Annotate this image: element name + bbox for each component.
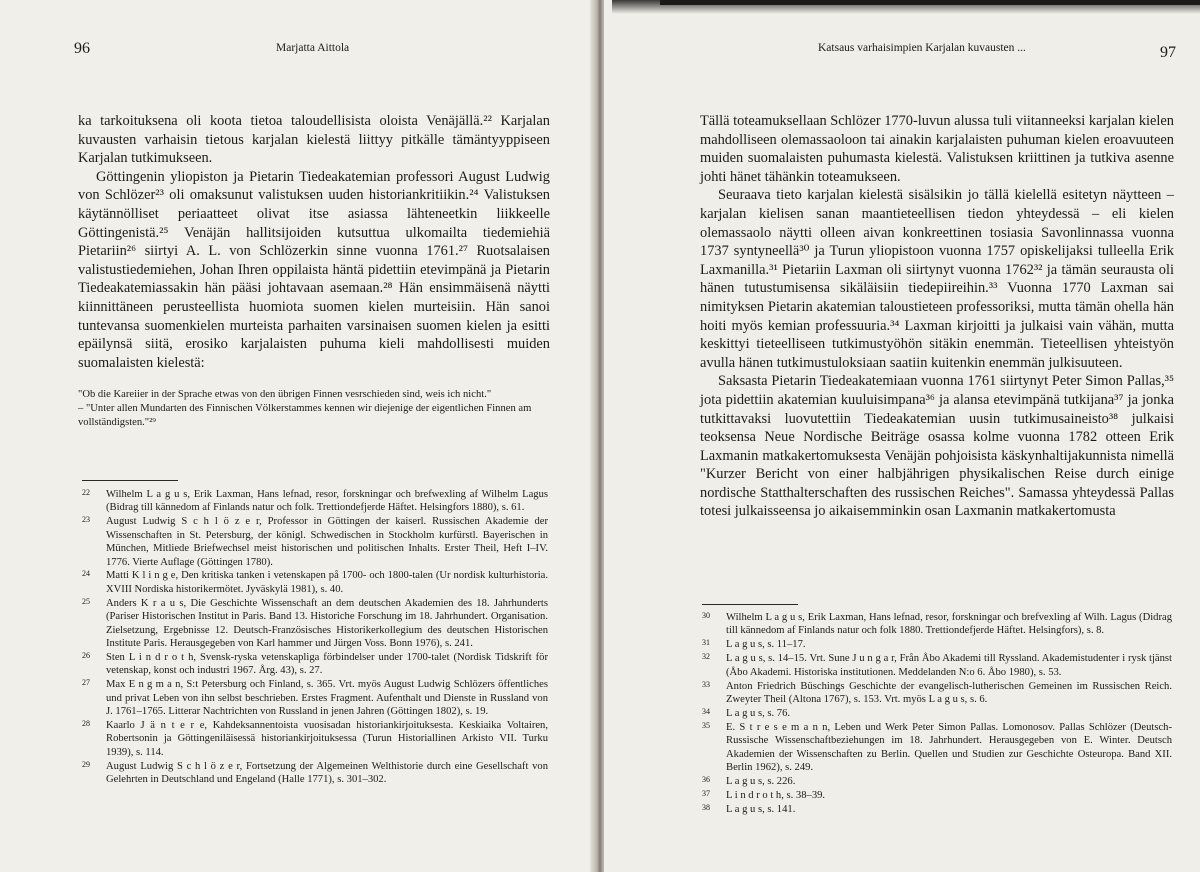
footnote-number: 27 <box>82 678 90 688</box>
block-quote <box>78 388 554 429</box>
footnote <box>702 707 1172 720</box>
footnote-text: Wilhelm L a g u s, Erik Laxman, Hans lefnad, resor, forskningar och brefvexling af Wilh. Lagus (Didrag till kännedom af Finlands natur och folk 1880. Trettiondefjerde Häftet. Helsingfors), s. 8. <box>726 612 1172 637</box>
footnote-text: Wilhelm L a g u s, Erik Laxman, Hans lefnad, resor, forskningar och brefwexling af Wilhelm Lagus (Bidrag till kännedom af Finlands natur och folk. Trettiondefjerde Häftet. Helsingfors 1880), s. 61. <box>106 489 548 514</box>
footnote-number: 23 <box>82 515 90 525</box>
footnote-number: 33 <box>702 679 710 689</box>
footnote-number: 35 <box>702 720 710 730</box>
footnote <box>702 789 1172 802</box>
footnote <box>702 775 1172 788</box>
footnote-text: L a g u s, s. 14–15. Vrt. Sune J u n g a r, Från Åbo Akademi till Ryssland. Akademistudenter i rysk tjänst (Åbo Akademi. Historiska institutionen. Meddelanden N:o 6. Åbo 1980), s. 53. <box>726 653 1172 678</box>
footnote <box>702 803 1172 816</box>
footnote-number: 28 <box>82 718 90 728</box>
footnotes-left <box>82 488 548 787</box>
footnote-text: L a g u s, s. 11–17. <box>726 639 806 651</box>
running-head-right: Katsaus varhaisimpien Karjalan kuvausten ... <box>818 42 1026 54</box>
footnote-rule <box>702 604 798 605</box>
footnote <box>702 652 1172 679</box>
footnote <box>82 569 548 596</box>
paragraph: Göttingenin yliopiston ja Pietarin Tiedeakatemian professori August Ludwig von Schlözer²³ oli omaksunut valistuksen uuden historiankritiikin.²⁴ Valistuksen käytännölliset periaatteet olivat itse asiassa lähteneetkin liikkeelle Göttingenistä.²⁵ Venäjän hallitsijoiden kutsuttua ulkomailta tiedemiehiä Pietariin²⁶ siirtyi A. L. von Schlözerkin sinne vuonna 1761.²⁷ Ruotsalaisen valistustiedemiehen, Johan Ihren oppilaista häntä pidettiin etevimpänä ja Pietarin Tiedeakatemiassakin hän pääsi johtavaan asemaan.²⁸ Hän ensimmäisenä näytti kiinnittäneen perusteellista huomiota suomen kielen murteisiin. Hän sanoi tuntevansa suomenkielen murteista parhaiten varsinaisen suomen kielen ja esitti epäilynsä siitä, erosiko karjalaisten puhuma kieli mahdollisesti muiden suomalaisten kielestä: <box>78 168 550 371</box>
footnote <box>702 638 1172 651</box>
footnote-number: 31 <box>702 638 710 648</box>
footnote-number: 24 <box>82 569 90 579</box>
footnote <box>82 760 548 787</box>
right-page <box>604 0 1200 872</box>
footnote <box>82 651 548 678</box>
footnote-text: L a g u s, s. 76. <box>726 707 791 719</box>
footnote-number: 38 <box>702 802 710 812</box>
paragraph: Tällä toteamuksellaan Schlözer 1770-luvun alussa tuli viitanneeksi karjalan kielen mahdolliseen olemassaoloon tai ainakin karjalaisten puhuman kielen eroavuuteen muiden suomalaisten puhumasta kielestä. Valistuksen kriittinen ja tutkiva asenne johti hänet tähänkin toteamukseen. <box>700 113 1174 185</box>
footnote <box>82 488 548 515</box>
footnote-text: L a g u s, s. 141. <box>726 803 796 815</box>
footnote-text: Sten L i n d r o t h, Svensk-ryska vetenskapliga förbindelser under 1700-talet (Nordisk Tidskrift för vetenskap, konst och industri 1967. Årg. 43), s. 27. <box>106 651 548 677</box>
footnote <box>82 515 548 569</box>
quote-line: "Ob die Kareiier in der Sprache etwas von den übrigen Finnen vesrschieden sind, weis ich nicht." <box>78 389 492 400</box>
footnote-text: August Ludwig S c h l ö z e r, Professor in Göttingen der kaiserl. Russischen Akademie der Wissenschaften in St. Petersburg, der königl. Schwedischen in Stockholm kurfürstl. Bayerischen in München, Mitliede Briefwechsel meist historischen und politischen Inhalts. Erster Theil, Heft I–IV. 1776. Vierte Auflage (Göttingen 1780). <box>106 516 548 568</box>
footnote <box>702 680 1172 707</box>
footnotes-right <box>702 611 1172 817</box>
page-number-left: 96 <box>74 40 90 57</box>
footnote-number: 30 <box>702 611 710 620</box>
footnote <box>82 597 548 651</box>
footnote-number: 29 <box>82 759 90 769</box>
footnote-text: E. S t r e s e m a n n, Leben und Werk Peter Simon Pallas. Lomonosov. Pallas Schlözer (Deutsch-Russische Wissenschaftbeziehungen im 18. Jahrhundert. Herausgegeben von E. Winter. Deutsch Akademien der Wissenschaften zu Berlin. Quellen und Studien zur Geschichte Osteuropa. Band XII. Berlin 1962), s. 249. <box>726 721 1172 773</box>
footnote <box>82 678 548 718</box>
footnote-text: August Ludwig S c h l ö z e r, Fortsetzung der Algemeinen Welthistorie durch eine Gesellschaft von Gelehrten in Deutschland und Engeland (Halle 1771), s. 301–302. <box>106 760 548 786</box>
footnote-text: Anders K r a u s, Die Geschichte Wissenschaft an dem deutschen Akademien des 18. Jahrhunderts (Pariser Historischen Institut in Paris. Band 13. Historiche Forschung im 18. Jahrhundert. Organisation. Zielsetzung, Ergebnisse 12. Deutsch-Französisches Historikerkollegium des deutschen Historischen Institute Paris. Herausgegeben von Karl hammer und Jürgen Voss. Bonn 1976), s. 241. <box>106 597 548 649</box>
footnote-text: L i n d r o t h, s. 38–39. <box>726 789 826 801</box>
running-head-left: Marjatta Aittola <box>276 42 350 54</box>
left-page <box>0 0 596 872</box>
paragraph: Saksasta Pietarin Tiedeakatemiaan vuonna 1761 siirtynyt Peter Simon Pallas,³⁵ jota pidettiin akatemian kuuluisimpana³⁶ ja alansa etevimpänä tutkijana³⁷ ja jonka tutkittavaksi luovutettiin Tiedeakatemian uusin tutkimusaineisto³⁸ julkaisi teoksensa Neue Nordische Beiträge osassa kolme vuonna 1782 otteen Erik Laxmanin matkakertomuksesta Venäjän pohjoisista käskynhaltijakunnista nimellä "Kurzer Bericht von einer halbjährigen physikalischen Reise durch einige nordische Statthalterschaften des russischen Reiches". Samassa yhteydessä Pallas totesi julkaisseensa jo aikaisemminkin osan Laxmanin matkakertomusta <box>700 373 1174 520</box>
footnote-number: 37 <box>702 788 710 798</box>
footnote-text: Matti K l i n g e, Den kritiska tanken i vetenskapen på 1700- och 1800-talen (Ur nordisk kulturhistoria. XVIII Nordiska historikermötet. Jyväskylä 1981), s. 40. <box>106 570 548 595</box>
footnote-number: 25 <box>82 596 90 606</box>
footnote <box>702 721 1172 775</box>
footnote-text: Kaarlo J ä n t e r e, Kahdeksannentoista vuosisadan historiankirjoituksesta. Keskiaika Voltairen, Robertsonin ja Göttingeniläisessä historiankirjoituksessa (Turun Historiallinen Arkisto VII. Turku 1939), s. 114. <box>106 719 548 758</box>
body-text-right <box>700 112 1174 521</box>
body-text-left <box>78 112 550 372</box>
quote-line: – "Unter allen Mundarten des Finnischen Völkerstammes kennen wir diejenige der eigentlichen Finnen am vollständigsten."²⁹ <box>78 402 532 428</box>
footnote-text: L a g u s, s. 226. <box>726 775 796 787</box>
page-number-right: 97 <box>1160 44 1176 61</box>
footnote <box>82 719 548 759</box>
footnote-number: 34 <box>702 706 710 716</box>
paragraph: ka tarkoituksena oli koota tietoa taloudellisista oloista Venäjällä.²² Karjalan kuvausten varhaisin tietous karjalan kielestä liittyy pitkälle tämäntyyppiseen Karjalan tutkimukseen. <box>78 113 550 167</box>
footnote-number: 22 <box>82 488 90 497</box>
footnote-text: Max E n g m a n, S:t Petersburg och Finland, s. 365. Vrt. myös August Ludwig Schlözers öffentliches und privat Leben von ihn selbst beschrieben. Erstes Fragment. Aufenthalt und Dienste in Russland von J. 1761–1765. Litterar Nachtrichten von Russland in jenen Jahren (Göttingen 1802), s. 19. <box>106 679 548 717</box>
footnote <box>702 611 1172 638</box>
footnote-number: 26 <box>82 650 90 660</box>
footnote-number: 32 <box>702 652 710 662</box>
paragraph: Seuraava tieto karjalan kielestä sisälsikin jo tällä kielellä esitetyn näytteen – karjalan kielisen sanan maantieteellisen tiedon yhteydessä – eli kielen olemassaolo näytti olleen aivan konkreettinen tosiasia Savonlinnassa vuonna 1737 syntyneellä³⁰ ja Turun yliopistoon vuonna 1757 opiskelijaksi tulleella Erik Laxmanilla.³¹ Pietariin Laxman oli siirtynyt vuonna 1762³² ja tämän seurausta oli hänen tutustumisensa sikäläisiin tiedepiireihin.³³ Vuonna 1770 Laxman sai nimityksen Pietarin akatemian taloustieteen professoriksi, mutta tämän ohella hän hoiti myös kemian professuuria.³⁴ Laxman kirjoitti ja julkaisi vain vähän, mutta keskittyi tieteelliseen tutkimustyöhön sitäkin enemmän. Tieteellisen yhteistyön avulla hänen tutkimustuloksiaan saatiin kuitenkin enemmän julkisuuteen. <box>700 187 1174 371</box>
footnote-text: Anton Friedrich Büschings Geschichte der evangelisch-lutherischen Gemeinen im Russischen Reich. Zweyter Theil (Altona 1767), s. 153. Vrt. myös L a g u s, s. 6. <box>726 680 1172 705</box>
footnote-number: 36 <box>702 774 710 784</box>
footnote-rule <box>82 480 178 481</box>
scan-shadow-edge <box>660 0 1200 5</box>
